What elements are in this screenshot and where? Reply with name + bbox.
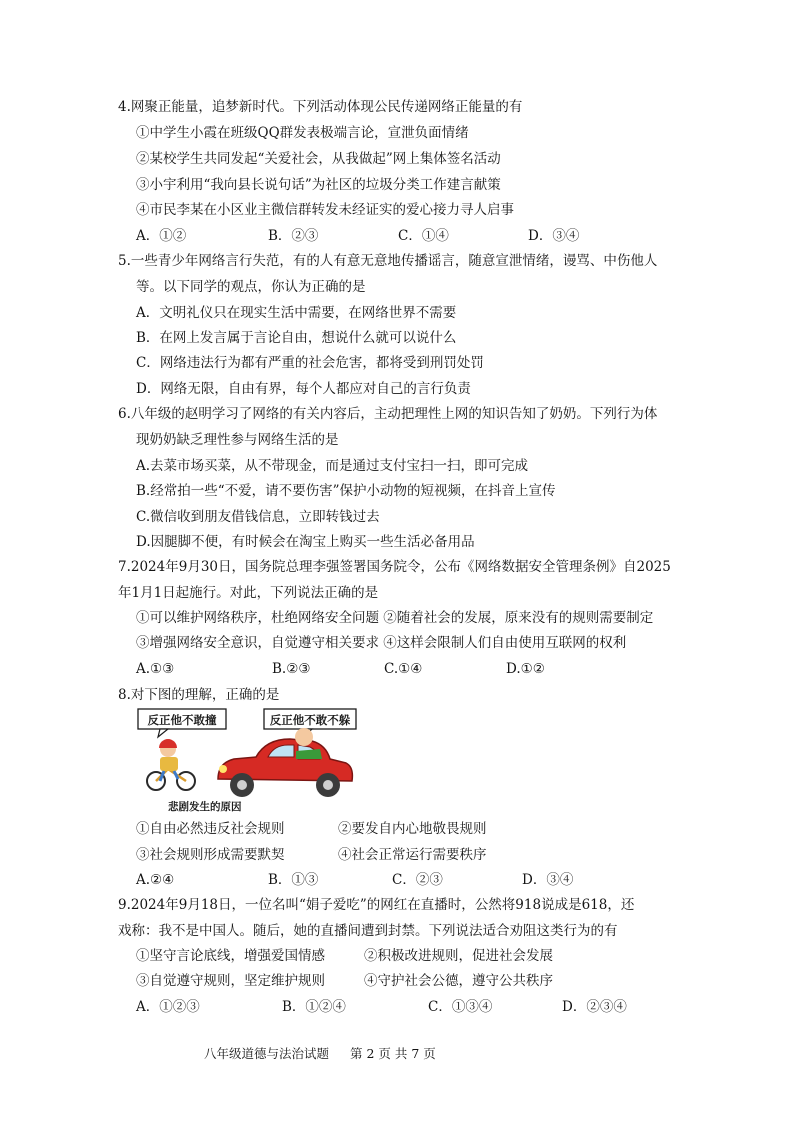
q4-statement-1: ①中学生小霞在班级QQ群发表极端言论，宣泄负面情绪	[136, 125, 469, 141]
question-5-stem-line-1: 5.一些青少年网络言行失范，有的人有意无意地传播谣言，随意宣泄情绪，谩骂、中伤他人	[118, 253, 658, 269]
q7-statement-row-1: ①可以维护网络秩序，杜绝网络安全问题 ②随着社会的发展，原来没有的规则需要制定	[136, 610, 654, 626]
right-bubble-text: 反正他不敢不躲	[269, 713, 351, 727]
question-9-stem-line-1: 9.2024年9月18日，一位名叫“娟子爱吃”的网红在直播时，公然将918说成是618，还	[118, 897, 635, 913]
question-5-stem-line-2: 等。以下同学的观点，你认为正确的是	[136, 279, 366, 295]
q9-statement-3: ③自觉遵守规则，坚定维护规则	[136, 973, 325, 989]
q9-statement-4: ④守护社会公德，遵守公共秩序	[364, 973, 553, 989]
red-car-illustration	[218, 728, 352, 797]
left-bubble-text: 反正他不敢撞	[147, 713, 217, 727]
q4-statement-4: ④市民李某在小区业主微信群转发未经证实的爱心接力寻人启事	[136, 202, 514, 218]
q4-option-b: B．②③	[268, 228, 319, 244]
q8-statement-1: ①自由必然违反社会规则	[136, 821, 285, 837]
q9-statement-1: ①坚守言论底线，增强爱国情感	[136, 948, 325, 964]
q8-cartoon-figure	[134, 707, 358, 813]
q9-option-c: C．①③④	[428, 999, 493, 1015]
q7-option-c: C.①④	[384, 661, 423, 677]
question-6-stem-line-1: 6.八年级的赵明学习了网络的有关内容后，主动把理性上网的知识告知了奶奶。下列行为体	[118, 406, 658, 422]
q8-option-b: B．①③	[268, 872, 319, 888]
q5-option-a: A．文明礼仪只在现实生活中需要，在网络世界不需要	[136, 305, 457, 321]
question-6-stem-line-2: 现奶奶缺乏理性参与网络生活的是	[136, 432, 339, 448]
left-speech-bubble	[138, 709, 226, 737]
q7-statement-row-2: ③增强网络安全意识，自觉遵守相关要求 ④这样会限制人们自由使用互联网的权利	[136, 635, 627, 651]
figure-caption: 悲剧发生的原因	[168, 801, 242, 813]
question-7-stem-line-1: 7.2024年9月30日，国务院总理李强签署国务院令，公布《网络数据安全管理条例》自2025	[118, 559, 671, 575]
q4-statement-3: ③小宇利用“我向县长说句话”为社区的垃圾分类工作建言献策	[136, 177, 501, 193]
q4-option-c: C．①④	[398, 228, 449, 244]
q6-option-b: B.经常拍一些“不爱，请不要伤害”保护小动物的短视频，在抖音上宣传	[136, 483, 556, 499]
q9-option-b: B．①②④	[282, 999, 346, 1015]
question-9-stem-line-2: 戏称：我不是中国人。随后，她的直播间遭到封禁。下列说法适合劝阻这类行为的有	[118, 923, 618, 939]
footer-page-number: 第 2 页 共 7 页	[350, 1046, 436, 1061]
q6-option-a: A.去菜市场买菜，从不带现金，而是通过支付宝扫一扫，即可完成	[136, 458, 529, 474]
q8-statement-3: ③社会规则形成需要默契	[136, 847, 285, 863]
q6-option-c: C.微信收到朋友借钱信息，立即转钱过去	[136, 509, 380, 525]
q4-option-a: A．①②	[136, 228, 187, 244]
q9-option-d: D．②③④	[562, 999, 627, 1015]
q5-option-c: C．网络违法行为都有严重的社会危害，都将受到刑罚处罚	[136, 355, 484, 371]
q9-statement-2: ②积极改进规则，促进社会发展	[364, 948, 553, 964]
q7-option-a: A.①③	[136, 661, 175, 677]
q4-option-d: D．③④	[528, 228, 580, 244]
q7-option-d: D.①②	[506, 661, 545, 677]
q8-statement-2: ②要发自内心地敬畏规则	[338, 821, 487, 837]
q7-option-b: B.②③	[272, 661, 311, 677]
question-4-stem: 4.网聚正能量，追梦新时代。下列活动体现公民传递网络正能量的有	[118, 99, 523, 115]
q8-option-c: C．②③	[392, 872, 443, 888]
q8-option-a: A.②④	[136, 872, 175, 888]
q8-statement-4: ④社会正常运行需要秩序	[338, 847, 487, 863]
question-8-stem: 8.对下图的理解，正确的是	[118, 687, 280, 703]
q6-option-d: D.因腿脚不便，有时候会在淘宝上购买一些生活必备用品	[136, 534, 475, 550]
question-7-stem-line-2: 年1月1日起施行。对此，下列说法正确的是	[118, 585, 379, 601]
q5-option-b: B．在网上发言属于言论自由，想说什么就可以说什么	[136, 330, 457, 346]
q9-option-a: A．①②③	[136, 999, 200, 1015]
footer-subject: 八年级道德与法治试题	[204, 1046, 330, 1061]
q8-option-d: D．③④	[522, 872, 574, 888]
child-cyclist-illustration	[147, 739, 195, 790]
q4-statement-2: ②某校学生共同发起“关爱社会，从我做起”网上集体签名活动	[136, 151, 501, 167]
q5-option-d: D．网络无限，自由有界，每个人都应对自己的言行负责	[136, 381, 471, 397]
